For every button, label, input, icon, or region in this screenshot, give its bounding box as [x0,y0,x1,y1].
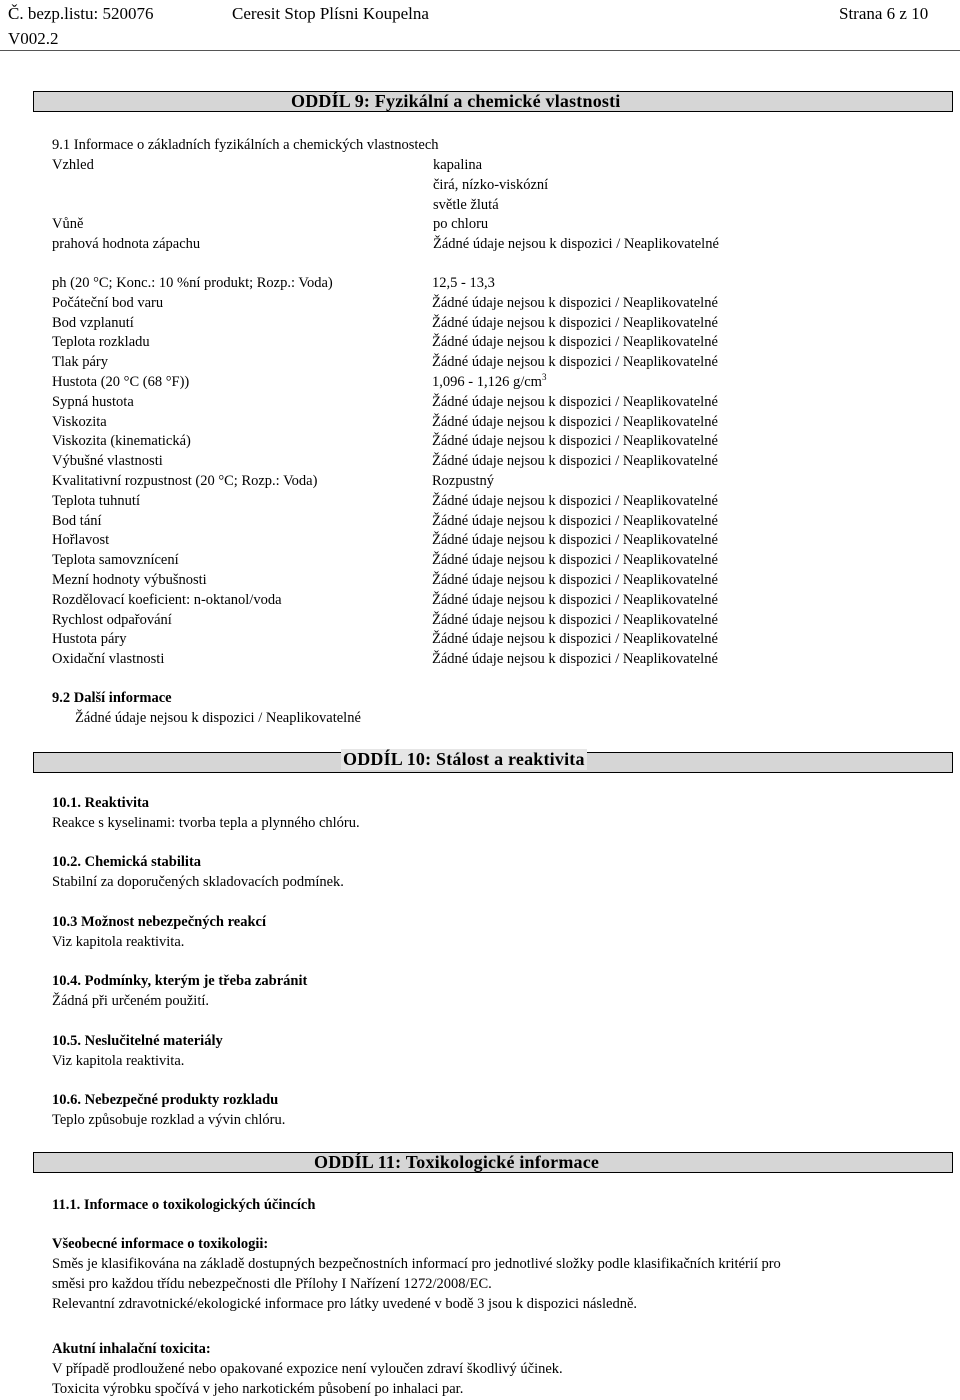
property-value-text: Žádné údaje nejsou k dispozici / Neaplikovatelné [432,334,718,351]
property-value [432,631,718,648]
property-value-text: Žádné údaje nejsou k dispozici / Neaplikovatelné [432,631,718,648]
appearance-label: Vzhled [52,157,94,173]
product-name: Ceresit Stop Plísni Koupelna [232,4,429,23]
section9-title: ODDÍL 9: Fyzikální a chemické vlastnosti [291,91,621,111]
property-value-text: Žádné údaje nejsou k dispozici / Neaplikovatelné [432,651,718,668]
section9-1-heading: 9.1 Informace o základních fyzikálních a chemických vlastnostech [52,137,439,153]
property-row [52,651,952,671]
property-value-text: Žádné údaje nejsou k dispozici / Neaplikovatelné [432,314,718,331]
property-label: ph (20 °C; Konc.: 10 %ní produkt; Rozp.: Voda) [52,275,333,291]
property-value [432,374,546,391]
property-value-text: Žádné údaje nejsou k dispozici / Neaplikovatelné [432,591,718,608]
property-value [432,354,718,371]
general-tox-heading: Všeobecné informace o toxikologii: [52,1236,269,1252]
property-value [432,295,718,312]
property-row [52,572,952,592]
section10-item-heading: 10.6. Nebezpečné produkty rozkladu [52,1092,279,1108]
appearance-value-3: světle žlutá [433,197,499,213]
odor-threshold-value: Žádné údaje nejsou k dispozici / Neaplikovatelné [433,236,719,252]
property-value-text: Žádné údaje nejsou k dispozici / Neaplikovatelné [432,512,718,529]
property-row [52,532,952,552]
acute-tox-heading: Akutní inhalační toxicita: [52,1341,211,1357]
section10-item-text: Stabilní za doporučených skladovacích podmínek. [52,874,344,891]
property-value [432,315,718,332]
acute-tox-line: Toxicita výrobku spočívá v jeho narkotickém působení po inhalaci par. [52,1381,464,1397]
property-value-text: Žádné údaje nejsou k dispozici / Neaplikovatelné [432,611,718,628]
section10-item-heading: 10.4. Podmínky, kterým je třeba zabránit [52,973,308,990]
property-label: Teplota rozkladu [52,334,150,351]
property-label: Hustota (20 °C (68 °F)) [52,374,190,390]
property-label: Teplota samovznícení [52,552,179,569]
property-label: Sypná hustota [52,393,134,410]
section10-item-heading: 10.3 Možnost nebezpečných reakcí [52,913,266,930]
property-row [52,275,952,295]
property-value-text: Žádné údaje nejsou k dispozici / Neaplikovatelné [432,413,718,430]
odor-threshold-label: prahová hodnota zápachu [52,236,201,252]
property-label: Rozdělovací koeficient: n-oktanol/voda [52,591,282,608]
property-value [432,532,718,549]
property-label: Rychlost odpařování [52,611,172,628]
page-number: Strana 6 z 10 [839,4,929,23]
odor-value: po chloru [433,216,489,232]
property-value-text: Žádné údaje nejsou k dispozici / Neaplikovatelné [432,393,718,410]
section10-item-text: Reakce s kyselinami: tvorba tepla a plynného chlóru. [52,815,360,831]
property-row [52,295,952,315]
section10-item-text: Teplo způsobuje rozklad a vývin chlóru. [52,1112,286,1128]
section11-title: ODDÍL 11: Toxikologické informace [314,1152,600,1172]
property-row [52,473,952,493]
property-value-text: Žádné údaje nejsou k dispozici / Neaplikovatelné [432,453,718,470]
property-label: Počáteční bod varu [52,294,164,311]
section10-item-heading: 10.2. Chemická stabilita [52,854,202,871]
property-row [52,513,952,533]
property-label: Oxidační vlastnosti [52,651,165,668]
property-row [52,414,952,434]
property-value [432,433,718,450]
property-label: Kvalitativní rozpustnost (20 °C; Rozp.: Voda) [52,473,318,489]
property-value-text: Žádné údaje nejsou k dispozici / Neaplikovatelné [432,532,718,549]
section10-item-text: Žádná při určeném použití. [52,993,210,1010]
property-row [52,334,952,354]
property-label: Tlak páry [52,354,108,371]
property-row [52,354,952,374]
section10-item-text: Viz kapitola reaktivita. [52,933,185,950]
unit-superscript: 3 [541,372,547,383]
property-value-text: Žádné údaje nejsou k dispozici / Neaplikovatelné [432,354,718,371]
property-label: Hustota páry [52,631,127,648]
property-value-text: Rozpustný [432,473,495,489]
property-row [52,315,952,335]
property-value [432,513,718,530]
property-value [432,651,718,668]
property-value-text: Žádné údaje nejsou k dispozici / Neaplikovatelné [432,492,718,509]
property-label: Mezní hodnoty výbušnosti [52,572,207,588]
property-value [432,414,718,431]
property-value [432,612,718,629]
section11-1-heading: 11.1. Informace o toxikologických účincích [52,1197,316,1213]
property-value-text: Žádné údaje nejsou k dispozici / Neaplikovatelné [432,552,718,569]
property-value [432,473,494,490]
section10-title: ODDÍL 10: Stálost a reaktivita [343,749,585,769]
property-label: Viskozita [52,413,107,430]
section9-2-heading: 9.2 Další informace [52,690,172,706]
section10-item-heading: 10.5. Neslučitelné materiály [52,1032,223,1049]
property-row [52,394,952,414]
property-value [432,275,495,292]
property-label: Viskozita (kinematická) [52,433,191,450]
property-row [52,433,952,453]
property-label: Hořlavost [52,532,110,549]
version: V002.2 [8,29,59,48]
property-value [432,552,718,569]
property-value [432,453,718,470]
property-value-text: 1,096 - 1,126 g/cm [432,374,542,390]
property-row [52,493,952,513]
property-value [432,572,718,589]
property-row [52,612,952,632]
property-value [432,334,718,351]
sheet-number: Č. bezp.listu: 520076 [8,4,154,23]
property-value [432,394,718,411]
property-label: Výbušné vlastnosti [52,453,163,470]
header-divider [0,50,960,51]
acute-tox-line: V případě prodloužené nebo opakované expozice není vyloučen zdraví škodlivý účinek. [52,1361,563,1377]
general-tox-line: Směs je klasifikována na základě dostupných bezpečnostních informací pro jednotlivé složky podle klasifikačních kritérií pro [52,1256,781,1272]
property-value-text: Žádné údaje nejsou k dispozici / Neaplikovatelné [432,294,718,311]
property-value [432,493,718,510]
property-row [52,453,952,473]
property-value [432,592,718,609]
general-tox-line: směsi pro každou třídu nebezpečnosti dle Přílohy I Nařízení 1272/2008/EC. [52,1276,492,1292]
property-label: Teplota tuhnutí [52,492,140,509]
property-row [52,592,952,612]
appearance-value-1: kapalina [433,157,483,173]
property-row [52,374,952,394]
property-value-text: Žádné údaje nejsou k dispozici / Neaplikovatelné [432,433,718,450]
section9-2-text: Žádné údaje nejsou k dispozici / Neaplikovatelné [75,710,361,726]
section10-item-heading: 10.1. Reaktivita [52,795,150,811]
appearance-value-2: čirá, nízko-viskózní [433,177,549,193]
section10-item-text: Viz kapitola reaktivita. [52,1052,185,1069]
property-row [52,631,952,651]
property-label: Bod tání [52,512,102,529]
odor-label: Vůně [52,216,84,232]
property-value-text: Žádné údaje nejsou k dispozici / Neaplikovatelné [432,572,718,588]
property-label: Bod vzplanutí [52,314,134,331]
property-value-text: 12,5 - 13,3 [432,275,495,291]
general-tox-line: Relevantní zdravotnické/ekologické informace pro látky uvedené v bodě 3 jsou k dispozici následně. [52,1296,638,1312]
property-row [52,552,952,572]
